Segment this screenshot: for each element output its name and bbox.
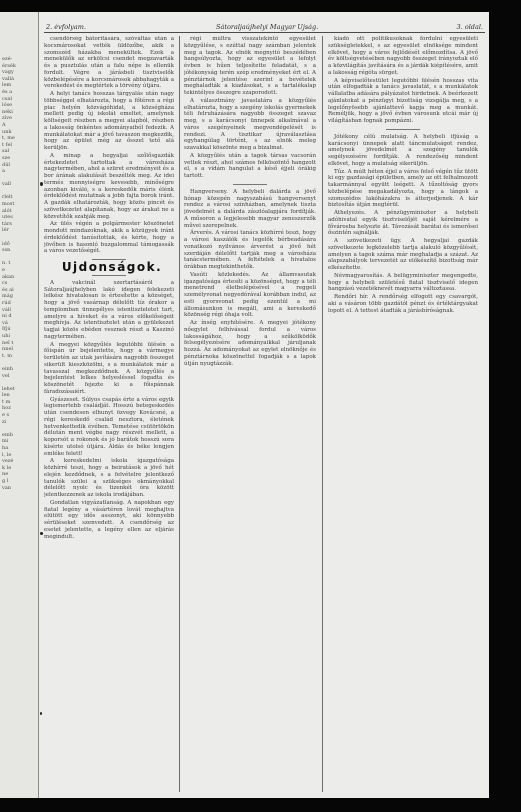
article-paragraph: A minap a hegyaljai szőlősgazdák értekezletet tartottak a városháza nagytermében, ahol a szüret eredményeit és a bor árának alakulását beszélték meg. Az idei termés mennyiségre kevesebb, minőségre azonban kiváló, s a kereskedők máris élénk érdeklődést mutatnak a jobb fajta borok iránt. A gazdák elhatározták, hogy közös pincét és szövetkezetet alapítanak, hogy az árakat ne a közvetítők szabják meg. [44, 152, 174, 220]
article-paragraph: A képviselőtestület legutóbbi ülésén hosszas vita után elfogadták a tanács javaslatát, s a munkálatok vállalatba adására pályázatot hirdetnek. A beérkezett ajánlatokat a pénzügyi bizottság vizsgálja meg, s a legelőnyösebb ajánlattevő kapja meg a munkát. Reméljük, hogy a jövő évben városunk utcái már új világításban fognak pompázni. [328, 77, 478, 124]
page-header [44, 20, 485, 33]
divider [233, 184, 267, 185]
news-item: A szövetkezeti ügy. A hegyaljai gazdák szövetkezete legközelebb tartja alakuló közgyűlését, amelyen a tagok száma már meghaladja a százat. Az alapszabályok tervezetét az előkészítő bizottság már elkészítette. [328, 238, 478, 271]
article-paragraph: kiadó ott politikusoknak fordulni egyesületi szükségletekkel, s az egyesület elnöksége mindent elkövet, hogy a város fejlődését előmozdítsa. A jövő év költségvetésében nagyobb összeget irányoztak elő a közvilágítás javítására és a járdák kiépítésére, amit a lakosság régóta sürget. [328, 36, 478, 76]
column-middle [184, 36, 316, 796]
ink-speck [40, 182, 43, 186]
adjacent-page-edge [0, 12, 39, 798]
adjacent-page-fragments: ezé- érsék vagy vallá lem és a csal lóse néki zíve A unk t, me t fel sal sze dül a vall rlelt most alót utes társ lér idő ssn n. t e akan cs és al mág rúd váll ni d vá Ifjú uhi nel t nnel t. m einh vel lehet len t m hoz e s zi emb mi ha l, le vezé k le ne g l van [2, 56, 16, 491]
column-left [44, 36, 174, 796]
news-item: Jótékony célú mulatság. A helybeli ifjúság a karácsonyi ünnepek alatt táncmulatságot rendez, amelynek jövedelmét a szegény tanulók segélyezésére fordítják. A rendezőség mindent elkövet, hogy a mulatság sikerüljön. [328, 133, 478, 167]
ink-speck [40, 712, 42, 715]
news-item: Tűz. A múlt héten éjjel a város felső végén tűz ütött ki egy gazdasági épületben, amely az ott felhalmozott takarmánnyal együtt leégett. A tűzoltóság gyors közbelépése megakadályozta, hogy a lángok a szomszédos lakóházakra is átterjedjenek. A kár biztosítás útján megtérül. [328, 168, 478, 209]
article-paragraph: A választmány javaslatára a közgyűlés elhatározta, hogy a szegény iskolás gyermekek téli felruházására nagyobb összeget szavaz meg, s a karácsonyi ünnepek alkalmával a város szegényeinek megvendégelését is rendezi. A tisztikar újraválasztása egyhangúlag történt, s az elnök meleg szavakkal köszönte meg a bizalmat. [184, 97, 316, 151]
divider [386, 129, 420, 130]
article-paragraph: csendőrség bátorítására, szóváltás után a kocsmárosokat vették üldözőbe, akik a szomszéd házakba menekültek. Ezek a menekülők az erkölcsi csendet megzavarták és a pusztulás után a falu népe is ellenük fordult. Végre a járásbeli tisztviselők közbelépésére a korcsmárosok abbahagyták a verekedést és megtértek a törvény útjára. [44, 36, 174, 90]
header-newspaper-title: Sátoraljaújhelyi Magyar Ujság. [216, 23, 319, 31]
news-item: Rendőri hír. A rendőrség elfogott egy csavargót, aki a vásáron több gazdától pénzt és értéktárgyakat lopott el. A tettest átadták a járásbíróságnak. [328, 294, 478, 314]
section-heading: Ujdonságok. [61, 260, 163, 274]
article-paragraph: A helyi tanács hosszas tárgyalás után nagy többséggel elhatározta, hogy a főtéren a régi piac helyén közvágóhidat, a községháza mellett pedig új iskolát emeltet, amelynek költségeit részben a megyei alapból, részben a lakosság önkéntes adományaiból fedezik. A munkálatokat már a jövő tavaszon megkezdik, hogy az épület még az ősszel tető alá kerüljön. [44, 91, 174, 151]
article-paragraph: régi múltra visszatekintő egyesület közgyűlése, s ezúttal nagy számban jelentek meg a tagok. Az elnök megnyitó beszédében hangsúlyozta, hogy az egyesület a lefolyt évben is hűen teljesítette feladatát, s a jótékonyság terén szép eredményeket ért el. A pénztárnok jelentése szerint a bevételek meghaladták a kiadásokat, s a tartalékalap tekintélyes összegre szaporodott. [184, 36, 316, 96]
column-rule [322, 36, 323, 792]
news-item: Árverés. A városi tanács közhírré teszi, hogy a városi kaszálók és legelők bérbeadására vonatkozó nyilvános árverést a jövő hét szerdáján délelőtt tartják meg a városháza tanácstermében. A feltételek a hivatalos órákban megtekinthetők. [184, 230, 316, 270]
news-item: Áthelyezés. A pénzügyminiszter a helybeli adóhivatal egyik tisztviselőjét saját kérelmére a fővárosba helyezte át. Távozását barátai és ismerősei őszintén sajnálják. [328, 210, 478, 237]
news-item: Gondatlan vigyázatlanság. A napokban egy fiatal legény a vásártéren lovát meghajtva elütött egy idős asszonyt, aki könnyebb sérüléseket szenvedett. A csendőrség az esetet jelentette, a legény ellen az eljárás megindult. [44, 499, 174, 540]
news-item: Hangverseny. A helybeli dalárda a jövő hónap közepén nagyszabású hangversenyt rendez a városi színházban, amelynek tiszta jövedelmét a dalárda zászlóalapjára fordítják. A műsoron a legjelesebb magyar zeneszerzők művei szerepelnek. [184, 188, 316, 229]
news-item: Gyászeset. Súlyos csapás érte a város egyik legismertebb családját. Hosszú betegeskedés után csendesen elhunyt özvegy Kovácsné, a régi kereskedő család nesztora, életének hetvenkettedik évében. Temetése csütörtökön délután ment végbe nagy részvét mellett, a koporsót a rokonok és jó barátok hosszú sora kísérte utolsó útjára. Áldás és béke lengjen emléke felett! [44, 396, 174, 457]
article-paragraph: Az ülés végén a polgármester köszönetet mondott mindazoknak, akik a közügyek iránt érdeklődést tanúsítottak, és kérte, hogy a jövőben is hasonló buzgalommal támogassák a város vezetőségét. [44, 221, 174, 255]
column-rule [179, 36, 180, 792]
column-right [328, 36, 478, 796]
divider [92, 275, 126, 276]
news-item: Az ínség enyhítésére. A megyei jótékony nőegylet felhívással fordul a város lakosságához, hogy a szűkölködők felsegélyezésére adományaikkal járuljanak hozzá. Az adományokat az egylet elnöknője és pénztárnoka köszönettel fogadják s a lapok útján nyugtázzák. [184, 320, 316, 367]
header-volume: 2. évfolyam. [46, 23, 86, 31]
header-page-number: 3. oldal. [456, 23, 483, 31]
article-paragraph: A közgyűlés után a tagok társas vacsorán vettek részt, ahol számos felköszöntő hangzott el, s a vidám hangulat a késő éjjeli órákig tartott. [184, 152, 316, 179]
ink-speck [40, 532, 43, 535]
news-item: A vakcinál szertartásáról a Sátoraljaújhelyben lakó idegen felekezeti lelkész hivatalosan is értesítette a községet, hogy a jövő vasárnap délelőtt tíz órakor a templomban ünnepélyes istentiszteletet tart, amelyre a híveket és a város előkelőségeit meghívja. Az istentisztelet után a gyülekezet tagjai közös ebéden vesznek részt a Kaszinó nagytermében. [44, 279, 174, 340]
news-item: Vasúti közlekedés. Az államvasutak igazgatósága értesíti a közönséget, hogy a téli menetrend életbelépésével a reggeli személyvonat negyedórával korábban indul, az esti gyorsvonat pedig ezentúl a mi állomásunkon is megáll, ami a kereskedő közönség régi óhaja volt. [184, 271, 316, 319]
newspaper-page [0, 12, 489, 798]
news-item: A megyei közgyűlés legutóbbi ülésén a főispán úr bejelentette, hogy a vármegye területén az utak javítására nagyobb összeget sikerült kieszközölni, s a munkálatok már a tavasszal megkezdődnek. A közgyűlés a bejelentést lelkes helyesléssel fogadta és köszönetét fejezte ki a főispánnak fáradozásaiért. [44, 341, 174, 395]
news-item: Névmagyarosítás. A belügyminiszter megengedte, hogy a helybeli születésű fiatal tisztviselő idegen hangzású vezetéknevét magyarra változtassa. [328, 272, 478, 293]
news-item: A kereskedelmi iskola igazgatósága közhírré teszi, hogy a beiratások a jövő hét elején kezdődnek, s a felvételre jelentkező tanulók szülei a szükséges okmányokkal délelőtt nyolc és tizenkét óra között jelentkezzenek az iskola irodájában. [44, 458, 174, 498]
